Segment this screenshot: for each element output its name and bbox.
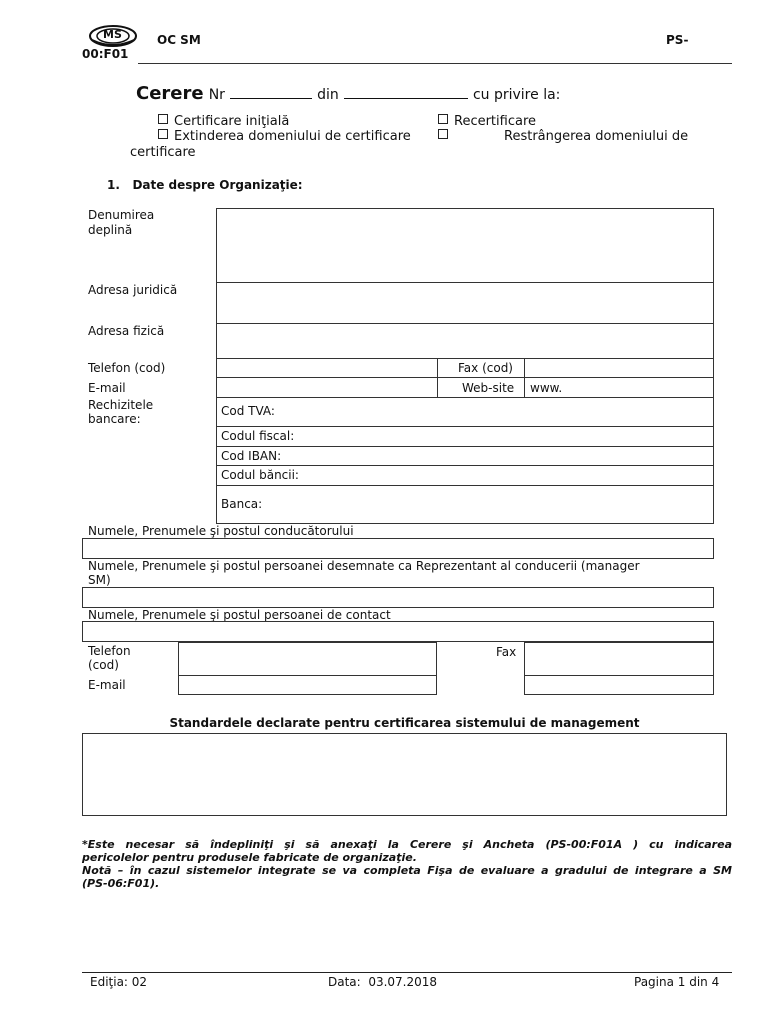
label-contact: Numele, Prenumele şi postul persoanei de contact xyxy=(88,608,391,622)
label-email: E-mail xyxy=(88,381,126,395)
title-din-label: din xyxy=(317,87,339,103)
option-initial-label: Certificare iniţială xyxy=(174,114,290,129)
fax-field[interactable] xyxy=(525,359,713,376)
checkbox-icon[interactable] xyxy=(158,114,168,124)
checkbox-icon[interactable] xyxy=(438,129,448,139)
option-restrict-cont: certificare xyxy=(130,145,196,160)
representative-field[interactable] xyxy=(82,587,714,608)
bank-code-field[interactable]: Codul băncii: xyxy=(221,468,299,482)
label-bank-details xyxy=(88,398,153,426)
label-bank-l1: Rechizitele xyxy=(88,398,154,412)
phone-field[interactable] xyxy=(217,359,436,376)
option-extend[interactable] xyxy=(158,129,411,144)
contact-extra-field[interactable] xyxy=(524,675,714,695)
contact-email-field[interactable] xyxy=(178,675,437,695)
label-contact-phone xyxy=(88,644,131,672)
note-line-2: pericolelor pentru produsele fabricate de organizaţie. xyxy=(82,851,417,864)
label-contact-phone-l1: Telefon xyxy=(88,644,131,658)
email-field[interactable] xyxy=(217,378,436,396)
label-phone: Telefon (cod) xyxy=(88,361,166,375)
contact-fax-field[interactable] xyxy=(524,642,714,676)
title-nr-blank[interactable] xyxy=(230,98,312,99)
option-extend-label: Extinderea domeniului de certificare xyxy=(174,129,411,144)
label-representative-l1: Numele, Prenumele şi postul persoanei desemnate ca Reprezentant al conducerii (manager xyxy=(88,559,640,573)
title-date-blank[interactable] xyxy=(344,98,468,99)
label-fax: Fax (cod) xyxy=(458,361,513,375)
label-contact-phone-l2: (cod) xyxy=(88,658,119,672)
logo xyxy=(88,24,138,48)
contact-phone-field[interactable] xyxy=(178,642,437,676)
option-recert-label: Recertificare xyxy=(454,114,537,129)
label-contact-fax: Fax xyxy=(496,645,517,659)
label-full-name-l1: Denumirea xyxy=(88,208,155,222)
option-initial[interactable] xyxy=(158,114,289,129)
checkbox-icon[interactable] xyxy=(158,129,168,139)
header-rule xyxy=(138,63,732,64)
note-line-3: Notă – în cazul sistemelor integrate se va completa Fişa de evaluare a gradului de integrare a SM xyxy=(82,864,732,877)
label-full-name-l2: deplină xyxy=(88,223,133,237)
label-legal-address: Adresa juridică xyxy=(88,283,178,297)
label-manager: Numele, Prenumele şi postul conducătorului xyxy=(88,524,354,538)
standards-heading: Standardele declarate pentru certificarea sistemului de management xyxy=(169,716,640,730)
label-website: Web-site xyxy=(462,381,515,395)
footer-page: Pagina 1 din 4 xyxy=(634,975,720,989)
option-restrict[interactable] xyxy=(438,129,688,144)
physical-address-field[interactable] xyxy=(217,324,713,357)
option-restrict-label: Restrângerea domeniului de xyxy=(504,129,689,144)
manager-field[interactable] xyxy=(82,538,714,559)
note-line-1: *Este necesar să îndepliniţi şi să anexaţi la Cerere şi Ancheta (PS-00:F01A ) cu indicarea xyxy=(82,838,732,851)
label-bank-l2: bancare: xyxy=(88,412,141,426)
vat-field[interactable]: Cod TVA: xyxy=(221,404,275,418)
title-nr-label: Nr xyxy=(208,87,225,103)
fiscal-code-field[interactable]: Codul fiscal: xyxy=(221,429,295,443)
footer-rule xyxy=(82,972,732,973)
label-representative-l2: SM) xyxy=(88,573,111,587)
legal-address-field[interactable] xyxy=(217,283,713,322)
iban-field[interactable]: Cod IBAN: xyxy=(221,449,282,463)
logo-text: MS xyxy=(103,28,122,41)
standards-field[interactable] xyxy=(82,733,727,816)
bank-field[interactable]: Banca: xyxy=(221,497,263,511)
label-physical-address: Adresa fizică xyxy=(88,324,165,338)
notes xyxy=(82,838,732,890)
option-recert[interactable] xyxy=(438,114,536,129)
header-org: OC SM xyxy=(157,33,201,47)
checkbox-icon[interactable] xyxy=(438,114,448,124)
section1-heading: 1. Date despre Organizaţie: xyxy=(107,178,303,192)
header-code-left: 00:F01 xyxy=(82,47,129,61)
website-field[interactable]: www. xyxy=(530,381,563,395)
note-line-4: (PS-06:F01). xyxy=(82,877,160,890)
footer-edition: Ediţia: 02 xyxy=(90,975,148,989)
title-word: Cerere xyxy=(136,83,204,104)
header-code-right: PS- xyxy=(666,33,689,47)
footer-date: Data: 03.07.2018 xyxy=(328,975,438,989)
title-suffix: cu privire la: xyxy=(472,87,561,103)
label-contact-email: E-mail xyxy=(88,678,126,692)
label-representative xyxy=(88,559,640,587)
contact-field[interactable] xyxy=(82,621,714,642)
label-full-name xyxy=(88,208,154,238)
request-title xyxy=(136,83,560,104)
